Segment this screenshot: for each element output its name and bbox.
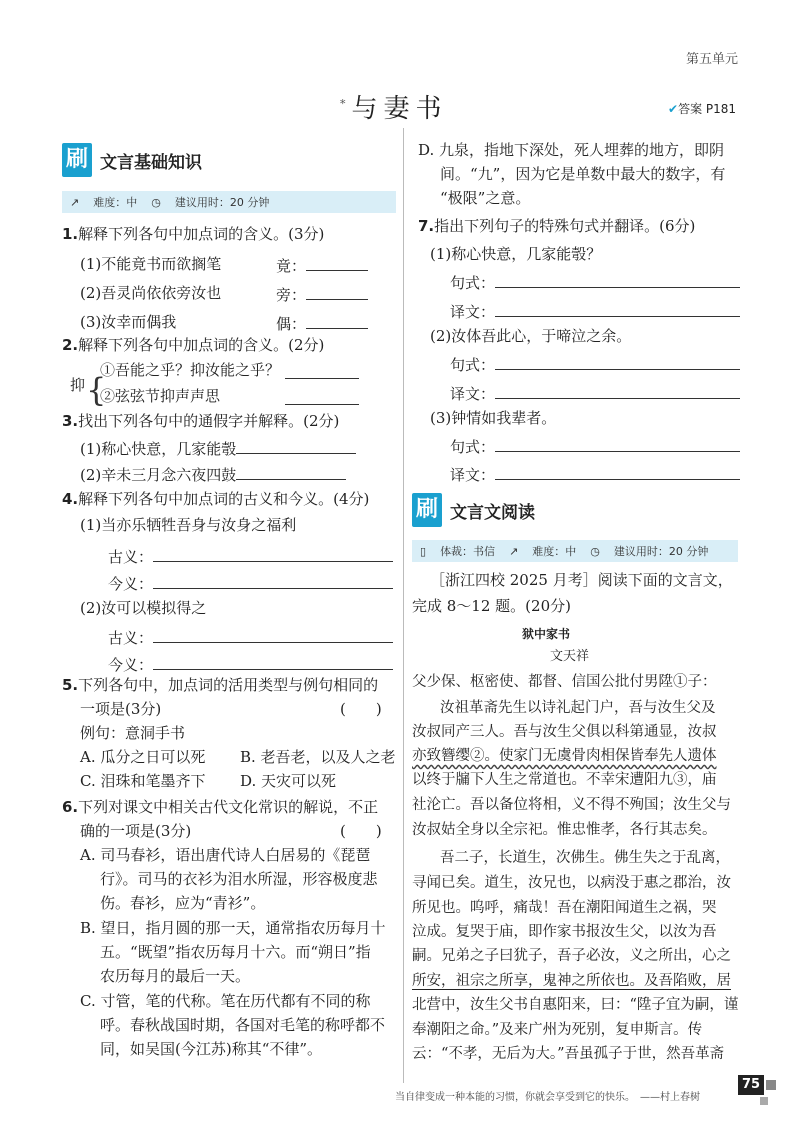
option-a[interactable]: A. 瓜分之日可以死	[80, 748, 206, 766]
page-number: 75	[738, 1075, 764, 1095]
column-divider	[403, 128, 404, 1083]
unit-label: 第五单元	[685, 52, 738, 67]
answer-blank[interactable]	[236, 437, 356, 454]
passage-author: 文天祥	[550, 649, 590, 664]
q1-text: 解释下列各句中加点词的含义。(3分)	[78, 225, 325, 243]
answer-blank[interactable]	[285, 362, 359, 379]
answer-paren[interactable]: ( )	[340, 822, 382, 840]
option-c[interactable]: C. 寸管，笔的代称。笔在历代都有不同的称	[80, 992, 371, 1010]
answer-blank[interactable]	[285, 388, 359, 405]
section-title: 文言基础知识	[100, 152, 202, 173]
answer-blank[interactable]	[153, 653, 393, 670]
section-header-basic	[62, 143, 202, 177]
chart-icon: ↗	[70, 195, 80, 209]
answer-ref: ✔答案 P181	[668, 102, 737, 116]
option-d[interactable]: D. 天灾可以死	[240, 772, 337, 790]
option-c[interactable]: C. 泪珠和笔墨齐下	[80, 772, 206, 790]
clock-icon: ◷	[590, 544, 600, 558]
option-b[interactable]: B. 望日，指月圆的那一天，通常指农历每月十	[80, 919, 386, 937]
decor-square	[766, 1080, 776, 1090]
page-title: *与妻书	[340, 94, 448, 124]
brush-icon: 刷	[412, 493, 442, 527]
section-title: 文言文阅读	[450, 502, 535, 523]
passage-title: 狱中家书	[522, 627, 571, 641]
q2-head: 抑	[70, 376, 86, 394]
answer-blank[interactable]	[495, 353, 740, 370]
answer-blank[interactable]	[153, 626, 393, 643]
book-icon: ▯	[420, 544, 427, 558]
answer-blank[interactable]	[495, 382, 740, 399]
check-icon: ✔	[668, 102, 679, 116]
info-bar: ↗ 难度：中 ◷ 建议用时：20 分钟	[62, 191, 396, 213]
answer-blank[interactable]	[236, 463, 346, 480]
option-b[interactable]: B. 老吾老，以及人之老	[240, 748, 396, 766]
section-header-reading	[412, 493, 535, 527]
option-a[interactable]: A. 司马春衫，语出唐代诗人白居易的《琵琶	[80, 846, 371, 864]
answer-blank[interactable]	[153, 572, 393, 589]
answer-blank[interactable]	[495, 435, 740, 452]
answer-blank[interactable]	[306, 283, 368, 300]
clock-icon: ◷	[151, 195, 161, 209]
answer-blank[interactable]	[495, 271, 740, 288]
footer-quote: 当自律变成一种本能的习惯，你就会享受到它的快乐。 ——村上春树	[395, 1092, 700, 1103]
decor-square	[760, 1097, 768, 1105]
brush-icon: 刷	[62, 143, 92, 177]
answer-blank[interactable]	[153, 545, 393, 562]
option-d[interactable]: D. 九泉，指地下深处，死人埋葬的地方，即阴	[418, 141, 725, 159]
info-bar: ▯ 体裁：书信 ↗ 难度：中 ◷ 建议用时：20 分钟	[412, 540, 738, 562]
brace: {	[86, 371, 107, 409]
answer-blank[interactable]	[495, 463, 740, 480]
answer-blank[interactable]	[495, 300, 740, 317]
answer-blank[interactable]	[306, 312, 368, 329]
answer-blank[interactable]	[306, 254, 368, 271]
chart-icon: ↗	[509, 544, 519, 558]
answer-paren[interactable]: ( )	[340, 700, 382, 718]
